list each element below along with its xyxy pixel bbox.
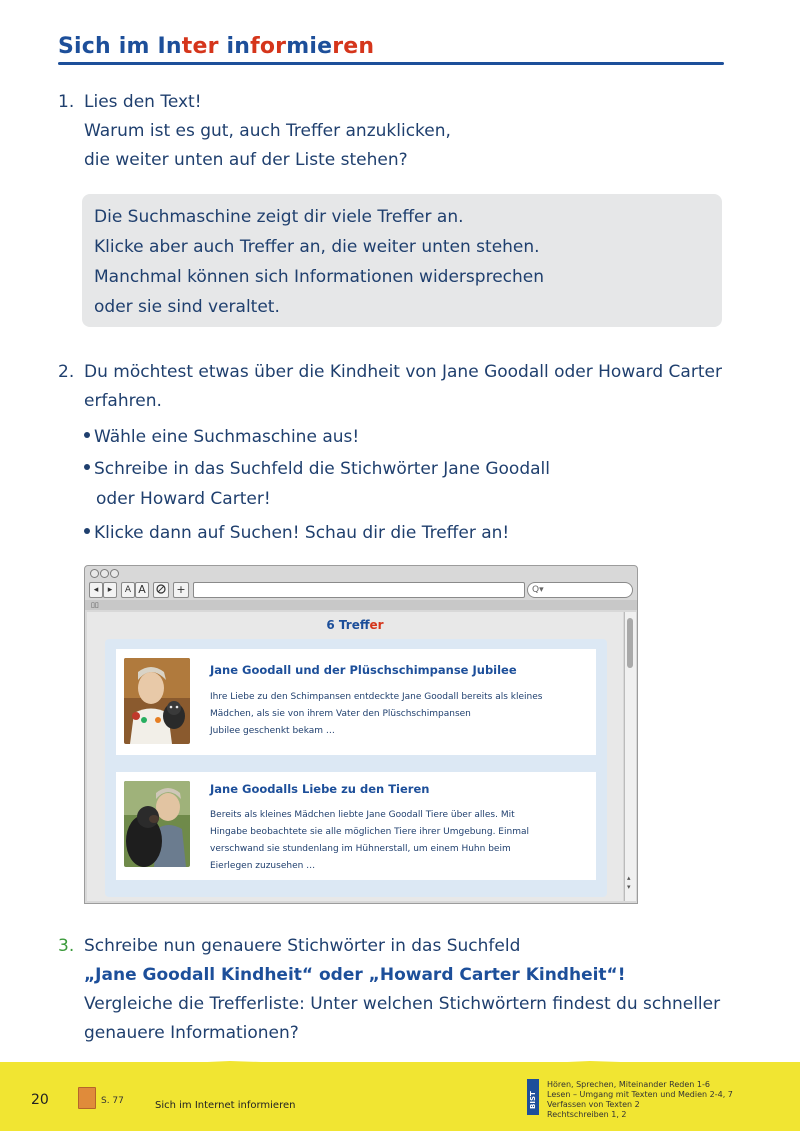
browser-window: [84, 565, 638, 904]
standard-item: Lesen – Umgang mit Texten und Medien 2-4, 7: [547, 1090, 733, 1099]
standard-item: Verfassen von Texten 2: [547, 1100, 640, 1109]
bookmarks-icon[interactable]: ▯▯: [91, 601, 99, 609]
add-tab-button[interactable]: +: [173, 582, 189, 598]
standards-list: [547, 1080, 733, 1120]
bist-badge: BIST: [527, 1079, 539, 1115]
bullet-continuation: oder Howard Carter!: [96, 489, 271, 509]
bullet-icon: [84, 464, 90, 470]
task-line: Du möchtest etwas über die Kindheit von Jane Goodall oder Howard Carter: [84, 362, 722, 382]
task-line: erfahren.: [84, 391, 162, 411]
footer-title: Sich im Internet informieren: [155, 1100, 296, 1111]
font-smaller-button[interactable]: A: [121, 582, 135, 598]
result-title[interactable]: Jane Goodall und der Plüschschimpanse Jubilee: [210, 663, 517, 677]
title-rule: [58, 62, 724, 65]
scrollbar-thumb[interactable]: [627, 618, 633, 668]
hit-count: 6 Treffer: [326, 618, 384, 632]
task-3: [58, 932, 720, 1048]
task-number: 1.: [58, 92, 75, 112]
standard-item: Hören, Sprechen, Miteinander Reden 1-6: [547, 1080, 710, 1089]
bookmark-icon: [155, 583, 167, 595]
browser-toolbar: [85, 580, 637, 600]
task-number: 3.: [58, 936, 75, 956]
task-1: [58, 88, 451, 175]
bookmarks-bar: [85, 600, 637, 610]
vertical-scrollbar[interactable]: [624, 612, 636, 901]
info-line: Die Suchmaschine zeigt dir viele Treffer an.: [94, 207, 464, 227]
info-box: [82, 194, 722, 327]
task-line: Warum ist es gut, auch Treffer anzuklicken,: [84, 121, 451, 141]
task-line: Vergleiche die Trefferliste: Unter welchen Stichwörtern findest du schneller: [84, 994, 721, 1014]
jane-goodall-chimp-photo: [124, 781, 190, 867]
jane-goodall-photo: [124, 658, 190, 744]
info-line: Klicke aber auch Treffer an, die weiter unten stehen.: [94, 237, 540, 257]
search-field[interactable]: [527, 582, 633, 598]
bullet-item: Klicke dann auf Suchen! Schau dir die Treffer an!: [84, 518, 509, 548]
bullet-item: Wähle eine Suchmaschine aus!: [84, 422, 359, 452]
result-snippet-line: Jubilee geschenkt bekam …: [210, 726, 335, 736]
standard-item: Rechtschreiben 1, 2: [547, 1110, 627, 1119]
bullet-item: Schreibe in das Suchfeld die Stichwörter Jane Goodall: [84, 454, 550, 484]
page-content: [87, 612, 623, 901]
font-larger-button[interactable]: A: [135, 582, 149, 598]
title-bar: [85, 566, 637, 580]
address-bar[interactable]: [193, 582, 525, 598]
result-snippet-line: Ihre Liebe zu den Schimpansen entdeckte Jane Goodall bereits als kleines: [210, 692, 543, 702]
page-number: 20: [31, 1092, 49, 1108]
page-title: Sich im Inter informieren: [58, 34, 375, 59]
info-line: oder sie sind veraltet.: [94, 297, 280, 317]
result-snippet-line: verschwand sie stundenlang im Hühnerstall, um einem Huhn beim: [210, 844, 511, 854]
scroll-down-icon[interactable]: ▾: [627, 883, 631, 891]
window-close-button[interactable]: [90, 569, 99, 578]
bookmark-button[interactable]: [153, 582, 169, 598]
task-number: 2.: [58, 362, 75, 382]
result-snippet-line: Eierlegen zuzusehen …: [210, 861, 316, 871]
scroll-up-icon[interactable]: ▴: [627, 874, 631, 882]
result-snippet-line: Hingabe beobachtete sie alle möglichen Tiere ihrer Umgebung. Einmal: [210, 827, 529, 837]
info-line: Manchmal können sich Informationen widersprechen: [94, 267, 545, 287]
result-snippet-line: Bereits als kleines Mädchen liebte Jane Goodall Tiere über alles. Mit: [210, 810, 515, 820]
result-list: [105, 639, 607, 897]
back-button[interactable]: ◂: [89, 582, 103, 598]
window-zoom-button[interactable]: [110, 569, 119, 578]
bullet-icon: [84, 528, 90, 534]
task-line: Schreibe nun genauere Stichwörter in das Suchfeld: [84, 936, 521, 956]
book-icon: [78, 1087, 96, 1109]
search-icon: Q▾: [532, 585, 544, 595]
bullet-icon: [84, 432, 90, 438]
result-title[interactable]: Jane Goodalls Liebe zu den Tieren: [210, 782, 430, 796]
result-card[interactable]: [116, 649, 596, 755]
result-card[interactable]: [116, 772, 596, 880]
task-line: Lies den Text!: [84, 92, 202, 112]
window-minimize-button[interactable]: [100, 569, 109, 578]
result-snippet-line: Mädchen, als sie von ihrem Vater den Plüschschimpansen: [210, 709, 471, 719]
task-line: genauere Informationen?: [84, 1023, 299, 1043]
task-2: [58, 358, 722, 416]
page-reference: S. 77: [101, 1096, 124, 1106]
forward-button[interactable]: ▸: [103, 582, 117, 598]
task-line: „Jane Goodall Kindheit“ oder „Howard Carter Kindheit“!: [84, 965, 626, 985]
task-line: die weiter unten auf der Liste stehen?: [84, 150, 408, 170]
